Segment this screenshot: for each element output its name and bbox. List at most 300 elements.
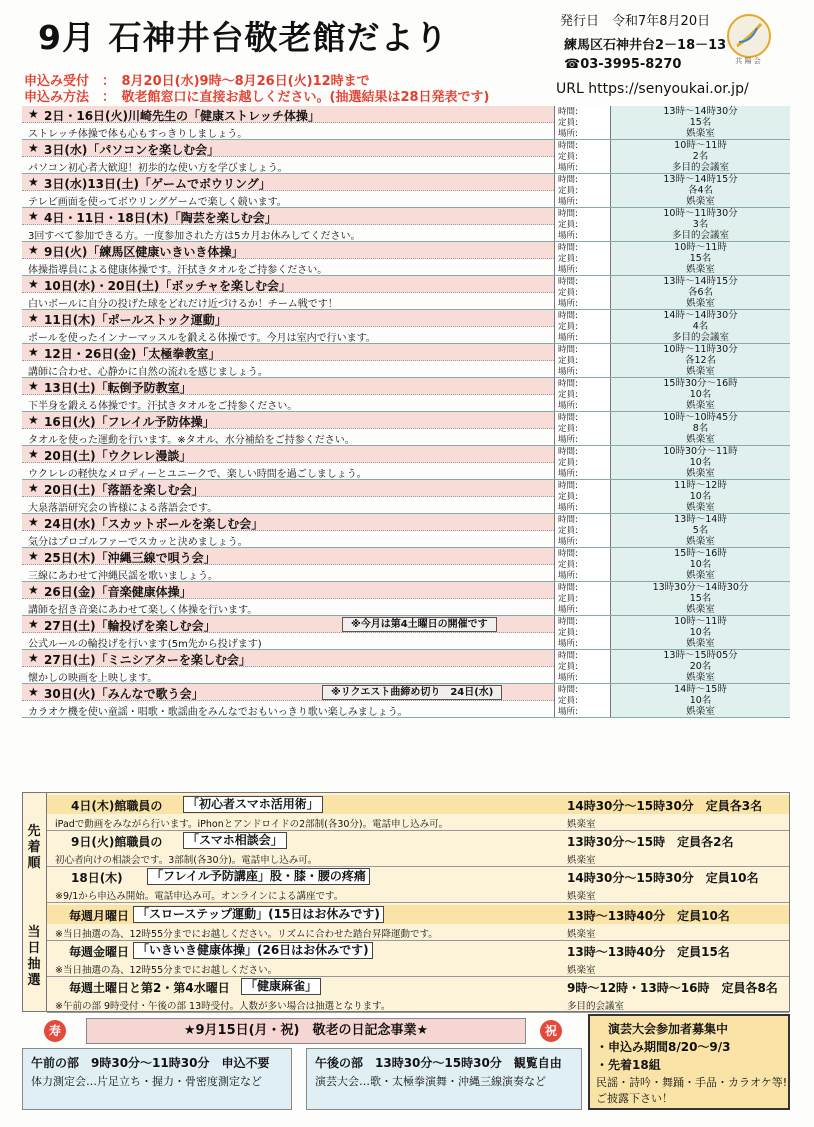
program-capacity: 20名	[689, 661, 712, 672]
program-details	[611, 106, 790, 139]
place-label: 場所:	[558, 231, 578, 241]
program-info	[22, 548, 555, 581]
program-details	[611, 412, 790, 445]
program-place: 娯楽室	[686, 400, 715, 411]
program-row	[22, 548, 790, 582]
place-label: 場所:	[558, 367, 578, 377]
program-place: 娯楽室	[686, 638, 715, 649]
program-details	[611, 310, 790, 343]
program-info	[22, 140, 555, 173]
program-place: 娯楽室	[686, 196, 715, 207]
page-title: 9月 石神井台敬老館だより	[38, 18, 449, 57]
program-info	[22, 344, 555, 377]
recruit-period: ・申込み期間8/20～9/3	[596, 1040, 731, 1054]
program-list	[22, 106, 790, 718]
program-title-bar	[22, 208, 554, 225]
reservation-title-bar	[47, 831, 789, 850]
capacity-label: 定員:	[558, 628, 578, 638]
program-title: 25日(木)「沖縄三線で唄う会」	[44, 551, 216, 565]
program-row	[22, 616, 790, 650]
first-come-row	[47, 867, 789, 903]
program-place: 娯楽室	[686, 264, 715, 275]
program-title: 30日(火)「みんなで歌う会」	[44, 687, 204, 701]
reservation-name: 「フレイル予防講座」股・膝・腰の疼痛	[147, 868, 370, 885]
program-capacity: 10名	[689, 457, 712, 468]
program-row	[22, 174, 790, 208]
reservation-prefix: 毎週土曜日と第2・第4水曜日	[69, 981, 230, 995]
time-label: 時間:	[558, 379, 578, 389]
program-place: 娯楽室	[686, 706, 715, 717]
program-time: 13時～14時30分	[663, 106, 738, 117]
program-row	[22, 310, 790, 344]
program-field-labels	[555, 548, 611, 581]
first-come-row	[47, 831, 789, 867]
place-label: 場所:	[558, 163, 578, 173]
time-label: 時間:	[558, 685, 578, 695]
reservation-description: ※当日抽選の為、12時55分までにお越しください。	[55, 965, 278, 976]
program-row	[22, 106, 790, 140]
capacity-label: 定員:	[558, 662, 578, 672]
program-row	[22, 514, 790, 548]
group-label-char: 着	[27, 840, 41, 855]
group-label-char: 当	[27, 925, 41, 940]
lottery-row	[47, 941, 789, 977]
address: 練馬区石神井台2－18－13	[564, 38, 727, 53]
program-capacity: 15名	[689, 593, 712, 604]
program-capacity: 15名	[689, 117, 712, 128]
reservation-name: 「スローステップ運動」(15日はお休みです)	[133, 906, 384, 923]
program-title-bar	[22, 514, 554, 531]
program-description: 白いボールに自分の投げた球をどれだけ近づけるか！チーム戦です！	[28, 299, 338, 310]
program-time: 13時30分～14時30分	[652, 582, 749, 593]
program-title-bar	[22, 174, 554, 191]
program-details	[611, 684, 790, 717]
program-row	[22, 446, 790, 480]
program-title-bar	[22, 310, 554, 327]
program-details	[611, 208, 790, 241]
capacity-label: 定員:	[558, 152, 578, 162]
program-place: 娯楽室	[686, 672, 715, 683]
program-details	[611, 650, 790, 683]
place-label: 場所:	[558, 673, 578, 683]
place-label: 場所:	[558, 469, 578, 479]
performer-recruitment	[588, 1014, 790, 1110]
reservation-title-bar	[47, 977, 789, 996]
program-capacity: 2名	[692, 151, 709, 162]
program-row	[22, 412, 790, 446]
recruit-call: ご披露下さい！	[596, 1092, 673, 1105]
morning-session	[22, 1048, 292, 1110]
group-label-char: 順	[27, 856, 41, 871]
time-label: 時間:	[558, 413, 578, 423]
capacity-label: 定員:	[558, 594, 578, 604]
place-label: 場所:	[558, 299, 578, 309]
capacity-label: 定員:	[558, 458, 578, 468]
program-description: 懐かしの映画を上映します。	[28, 673, 158, 684]
place-label: 場所:	[558, 707, 578, 717]
program-description: 講師に合わせ、心静かに自然の流れを感じましょう。	[28, 367, 268, 378]
reservation-place: 娯楽室	[567, 965, 596, 976]
program-time: 13時～14時15分	[663, 174, 738, 185]
program-row	[22, 242, 790, 276]
program-note: ※今月は第4土曜日の開催です	[342, 617, 497, 632]
event-title: ★9月15日(月・祝) 敬老の日記念事業★	[86, 1018, 526, 1044]
respect-day-event	[22, 1014, 582, 1110]
program-description: タオルを使った運動を行います。※タオル、水分補給をご持参ください。	[28, 435, 355, 446]
reservation-place: 娯楽室	[567, 891, 596, 902]
program-field-labels	[555, 208, 611, 241]
time-label: 時間:	[558, 549, 578, 559]
program-place: 娯楽室	[686, 298, 715, 309]
reservation-title-bar	[47, 795, 789, 814]
program-info	[22, 106, 555, 139]
program-title-bar	[22, 446, 554, 463]
program-place: 娯楽室	[686, 502, 715, 513]
capacity-label: 定員:	[558, 696, 578, 706]
place-label: 場所:	[558, 571, 578, 581]
reservation-description: ※9/1から申込み開始。電話申込み可。オンラインによる講座です。	[55, 891, 344, 902]
afternoon-session-time: 午後の部 13時30分～15時30分 観覧自由	[315, 1056, 562, 1070]
capacity-label: 定員:	[558, 118, 578, 128]
star-icon: ★	[28, 243, 39, 257]
lottery-row	[47, 977, 789, 1013]
program-time: 14時～14時30分	[663, 310, 738, 321]
program-place: 娯楽室	[686, 468, 715, 479]
capacity-label: 定員:	[558, 390, 578, 400]
program-place: 娯楽室	[686, 536, 715, 547]
group-label-char: 抽	[27, 957, 41, 972]
program-capacity: 15名	[689, 253, 712, 264]
program-field-labels	[555, 514, 611, 547]
program-title: 20日(土)「ウクレレ漫談」	[44, 449, 192, 463]
program-info	[22, 208, 555, 241]
program-title-bar	[22, 378, 554, 395]
program-details	[611, 480, 790, 513]
program-time: 13時～14時	[674, 514, 727, 525]
program-info	[22, 378, 555, 411]
program-field-labels	[555, 378, 611, 411]
reservation-place: 多目的会議室	[567, 1001, 625, 1012]
program-row	[22, 684, 790, 718]
program-title: 26日(金)「音楽健康体操」	[44, 585, 192, 599]
application-period: 申込み受付 ： 8月20日(水)9時～8月26日(火)12時まで	[24, 74, 370, 89]
program-title: 9日(火)「練馬区健康いきいき体操」	[44, 245, 244, 259]
time-label: 時間:	[558, 515, 578, 525]
star-icon: ★	[28, 345, 39, 359]
program-time: 10時30分～11時	[663, 446, 738, 457]
time-label: 時間:	[558, 141, 578, 151]
reservation-name: 「スマホ相談会」	[183, 832, 287, 849]
capacity-label: 定員:	[558, 288, 578, 298]
place-label: 場所:	[558, 639, 578, 649]
place-label: 場所:	[558, 605, 578, 615]
program-title: 11日(木)「ポールストック運動」	[44, 313, 227, 327]
time-label: 時間:	[558, 277, 578, 287]
program-title: 16日(火)「フレイル予防体操」	[44, 415, 215, 429]
program-time: 10時～11時	[674, 140, 727, 151]
program-title-bar	[22, 480, 554, 497]
program-title-bar	[22, 616, 554, 633]
morning-session-time: 午前の部 9時30分～11時30分 申込不要	[31, 1056, 270, 1070]
capacity-label: 定員:	[558, 560, 578, 570]
program-time: 10時～11時	[674, 242, 727, 253]
program-capacity: 10名	[689, 559, 712, 570]
program-field-labels	[555, 412, 611, 445]
program-time: 10時～11時30分	[663, 208, 738, 219]
program-title-bar	[22, 650, 554, 667]
program-time: 13時～14時15分	[663, 276, 738, 287]
program-title: 24日(水)「スカットボールを楽しむ会」	[44, 517, 264, 531]
place-label: 場所:	[558, 435, 578, 445]
program-field-labels	[555, 582, 611, 615]
program-capacity: 各12名	[684, 355, 717, 366]
reservation-description: iPadで動画をみながら行います。iPhonとアンドロイドの2部制(各30分)。電話申し込み可。	[55, 819, 449, 830]
program-description: パソコン初心者大歓迎！初歩的な使い方を学びましょう。	[28, 163, 288, 174]
program-field-labels	[555, 480, 611, 513]
program-field-labels	[555, 310, 611, 343]
application-method: 申込み方法 ： 敬老館窓口に直接お越しください。(抽選結果は28日発表です)	[24, 90, 490, 105]
reservation-name: 「いきいき健康体操」(26日はお休みです)	[133, 942, 373, 959]
capacity-label: 定員:	[558, 526, 578, 536]
reservation-name: 「健康麻雀」	[241, 978, 321, 995]
group-label-char: 日	[27, 941, 41, 956]
website-url[interactable]: URL https://senyoukai.or.jp/	[556, 81, 749, 97]
star-icon: ★	[28, 583, 39, 597]
program-field-labels	[555, 684, 611, 717]
star-icon: ★	[28, 447, 39, 461]
program-details	[611, 378, 790, 411]
program-title: 2日・16日(火)川崎先生の「健康ストレッチ体操」	[44, 109, 320, 123]
star-icon: ★	[28, 651, 39, 665]
program-place: 多目的会議室	[671, 332, 729, 343]
afternoon-session-desc: 演芸大会…歌・太極拳演舞・沖縄三線演奏など	[315, 1075, 546, 1088]
organization-logo-icon	[727, 14, 771, 58]
program-title: 13日(土)「転倒予防教室」	[44, 381, 192, 395]
program-description: テレビ画面を使ってボウリングゲームで楽しく競います。	[28, 197, 287, 208]
group-label-char: 選	[27, 973, 41, 988]
star-icon: ★	[28, 175, 39, 189]
program-details	[611, 616, 790, 649]
program-title: 3日(水)13日(土)「ゲームでボウリング」	[44, 177, 271, 191]
program-info	[22, 684, 555, 717]
program-note: ※リクエスト曲締め切り 24日(水)	[322, 685, 502, 700]
program-row	[22, 650, 790, 684]
recruit-limit: ・先着18組	[596, 1058, 661, 1072]
program-details	[611, 174, 790, 207]
time-label: 時間:	[558, 651, 578, 661]
program-info	[22, 310, 555, 343]
program-time: 13時～15時05分	[663, 650, 738, 661]
program-capacity: 各6名	[687, 287, 714, 298]
place-label: 場所:	[558, 197, 578, 207]
star-icon: ★	[28, 209, 39, 223]
reservation-time-capacity: 13時～13時40分 定員15名	[567, 945, 730, 959]
program-time: 10時～11時	[674, 616, 727, 627]
program-details	[611, 446, 790, 479]
time-label: 時間:	[558, 481, 578, 491]
star-icon: ★	[28, 685, 39, 699]
reservation-description: ※当日抽選の為、12時55分までにお越しください。リズムに合わせた踏台昇降運動です。	[55, 929, 438, 940]
group-label	[23, 793, 47, 903]
reservation-section	[22, 792, 790, 1012]
time-label: 時間:	[558, 447, 578, 457]
program-description: ウクレレの軽快なメロディーとユニークで、楽しい時間を過ごしましょう。	[28, 469, 367, 480]
time-label: 時間:	[558, 107, 578, 117]
program-details	[611, 140, 790, 173]
reservation-place: 娯楽室	[567, 929, 596, 940]
program-field-labels	[555, 276, 611, 309]
program-description: 公式ルールの輪投げを行います(5m先から投げます)	[28, 639, 262, 650]
reservation-time-capacity: 14時30分～15時30分 定員10名	[567, 871, 759, 885]
program-info	[22, 582, 555, 615]
lottery-row	[47, 905, 789, 941]
program-title-bar	[22, 242, 554, 259]
program-description: 三線にあわせて沖縄民謡を歌いましょう。	[28, 571, 218, 582]
program-title-bar	[22, 140, 554, 157]
star-icon: ★	[28, 413, 39, 427]
program-field-labels	[555, 140, 611, 173]
iwai-seal-icon: 祝	[540, 1020, 562, 1042]
star-icon: ★	[28, 549, 39, 563]
recruit-genres: 民謡・詩吟・舞踊・手品・カラオケ等!	[596, 1076, 788, 1089]
program-description: 3回すべて参加できる方。一度参加された方は5カ月お休みしてください。	[28, 231, 361, 242]
program-description: ストレッチ体操で体も心もすっきりしましょう。	[28, 129, 248, 140]
program-details	[611, 242, 790, 275]
program-info	[22, 412, 555, 445]
program-description: 気分はプロゴルファーでスカッと決めましょう。	[28, 537, 248, 548]
program-place: 娯楽室	[686, 366, 715, 377]
star-icon: ★	[28, 481, 39, 495]
reservation-title-bar	[47, 905, 789, 924]
program-row	[22, 208, 790, 242]
program-info	[22, 174, 555, 207]
capacity-label: 定員:	[558, 492, 578, 502]
star-icon: ★	[28, 379, 39, 393]
program-title: 27日(土)「輪投げを楽しむ会」	[44, 619, 216, 633]
reservation-prefix: 18日(木)	[71, 871, 123, 885]
place-label: 場所:	[558, 265, 578, 275]
place-label: 場所:	[558, 537, 578, 547]
program-info	[22, 514, 555, 547]
program-place: 多目的会議室	[671, 230, 729, 241]
program-title-bar	[22, 106, 554, 123]
reservation-description: ※午前の部 9時受付・午後の部 13時受付。人数が多い場合は抽選となります。	[55, 1001, 391, 1012]
program-title-bar	[22, 582, 554, 599]
kotobuki-seal-icon: 寿	[44, 1020, 66, 1042]
program-title: 20日(土)「落語を楽しむ会」	[44, 483, 204, 497]
program-info	[22, 650, 555, 683]
time-label: 時間:	[558, 345, 578, 355]
program-time: 10時～10時45分	[663, 412, 738, 423]
program-place: 多目的会議室	[671, 162, 729, 173]
program-details	[611, 514, 790, 547]
program-info	[22, 616, 555, 649]
time-label: 時間:	[558, 617, 578, 627]
reservation-time-capacity: 13時30分～15時 定員各2名	[567, 835, 734, 849]
time-label: 時間:	[558, 311, 578, 321]
place-label: 場所:	[558, 503, 578, 513]
program-capacity: 8名	[692, 423, 709, 434]
program-time: 10時～11時30分	[663, 344, 738, 355]
program-description: 下半身を鍛える体操です。汗拭きタオルをご持参ください。	[28, 401, 298, 412]
reservation-place: 娯楽室	[567, 855, 596, 866]
program-title-bar	[22, 548, 554, 565]
reservation-prefix: 4日(木)館職員の	[71, 799, 163, 813]
place-label: 場所:	[558, 333, 578, 343]
group-label-char: 先	[27, 824, 41, 839]
program-row	[22, 582, 790, 616]
place-label: 場所:	[558, 401, 578, 411]
reservation-time-capacity: 9時～12時・13時～16時 定員各8名	[567, 981, 778, 995]
program-field-labels	[555, 650, 611, 683]
program-place: 娯楽室	[686, 604, 715, 615]
program-row	[22, 480, 790, 514]
program-time: 11時～12時	[674, 480, 727, 491]
program-title-bar	[22, 684, 554, 701]
program-details	[611, 344, 790, 377]
time-label: 時間:	[558, 209, 578, 219]
group-label	[23, 903, 47, 1011]
program-capacity: 10名	[689, 491, 712, 502]
capacity-label: 定員:	[558, 220, 578, 230]
program-info	[22, 480, 555, 513]
reservation-time-capacity: 14時30分～15時30分 定員各3名	[567, 799, 763, 813]
program-place: 娯楽室	[686, 570, 715, 581]
star-icon: ★	[28, 515, 39, 529]
reservation-prefix: 9日(火)館職員の	[71, 835, 163, 849]
program-description: カラオケ機を使い童謡・唱歌・歌謡曲をみんなでおもいっきり歌い楽しみましょう。	[28, 707, 408, 718]
program-row	[22, 344, 790, 378]
reservation-prefix: 毎週月曜日	[69, 909, 130, 923]
star-icon: ★	[28, 311, 39, 325]
program-details	[611, 276, 790, 309]
capacity-label: 定員:	[558, 356, 578, 366]
program-place: 娯楽室	[686, 128, 715, 139]
capacity-label: 定員:	[558, 424, 578, 434]
program-info	[22, 446, 555, 479]
program-row	[22, 140, 790, 174]
program-row	[22, 276, 790, 310]
star-icon: ★	[28, 277, 39, 291]
program-info	[22, 276, 555, 309]
program-field-labels	[555, 242, 611, 275]
time-label: 時間:	[558, 583, 578, 593]
reservation-prefix: 毎週金曜日	[69, 945, 130, 959]
reservation-description: 初心者向けの相談会です。3部制(各30分)。電話申し込み可。	[55, 855, 318, 866]
program-info	[22, 242, 555, 275]
program-title: 10日(水)・20日(土)「ボッチャを楽しむ会」	[44, 279, 291, 293]
logo-label: 共 陽 会	[735, 57, 761, 65]
program-description: 体操指導員による健康体操です。汗拭きタオルをご持参ください。	[28, 265, 328, 276]
time-label: 時間:	[558, 243, 578, 253]
reservation-place: 娯楽室	[567, 819, 596, 830]
program-title: 27日(土)「ミニシアターを楽しむ会」	[44, 653, 251, 667]
program-capacity: 3名	[692, 219, 709, 230]
program-description: 大泉落語研究会の皆様による落語会です。	[28, 503, 218, 514]
first-come-row	[47, 795, 789, 831]
recruit-title: 演芸大会参加者募集中	[608, 1022, 729, 1036]
capacity-label: 定員:	[558, 322, 578, 332]
reservation-name: 「初心者スマホ活用術」	[183, 796, 323, 813]
program-capacity: 各4名	[687, 185, 714, 196]
program-description: 講師を招き音楽にあわせて楽しく体操を行います。	[28, 605, 258, 616]
program-title-bar	[22, 276, 554, 293]
program-field-labels	[555, 616, 611, 649]
star-icon: ★	[28, 141, 39, 155]
program-field-labels	[555, 106, 611, 139]
program-details	[611, 548, 790, 581]
program-title-bar	[22, 412, 554, 429]
